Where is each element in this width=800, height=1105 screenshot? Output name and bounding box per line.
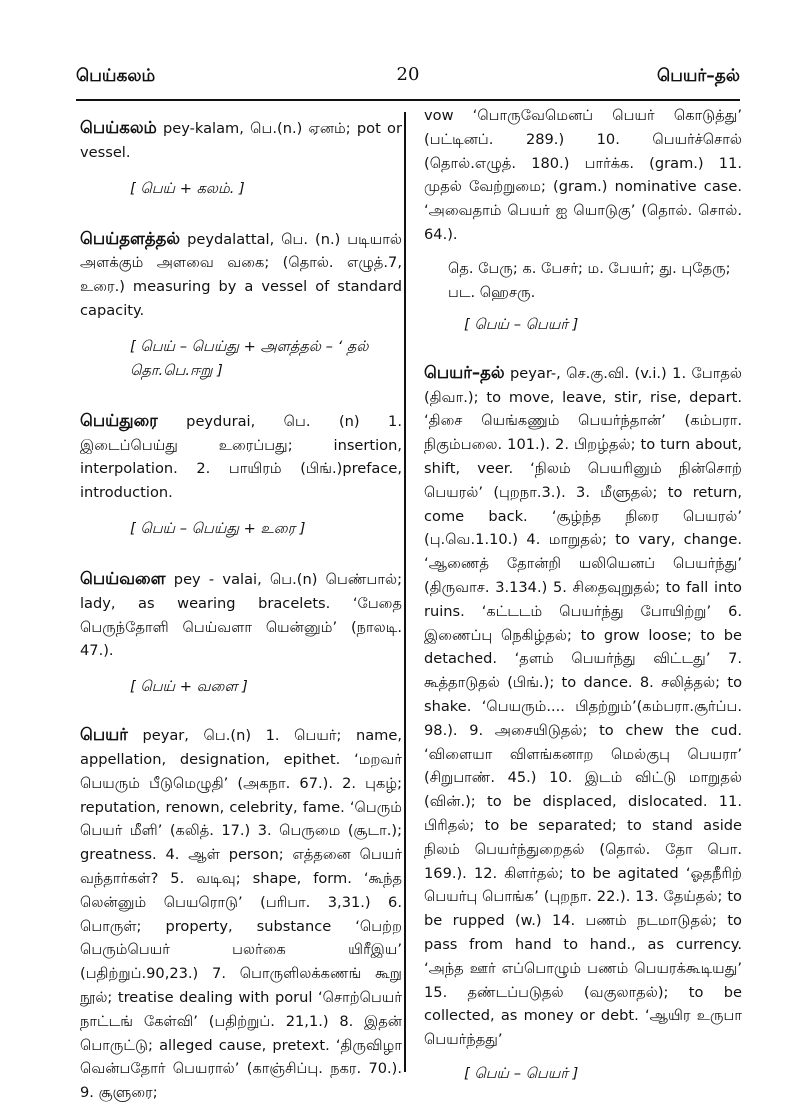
- header-left-guide-word: பெய்கலம்: [76, 66, 156, 86]
- header-rule: [76, 99, 740, 101]
- etymology: [ பெய் – பெயர் ]: [464, 315, 579, 333]
- entry-definition: peyar-, செ.கு.வி. (v.i.) 1. போதல் (திவா.); to move, leave, stir, rise, depart. ‘திசை யெங்கணும் பெயர்ந்தான்’ (கம்பரா. நிகும்பலை. 101.). 2. பிறழ்தல்; to turn about, shift, veer. ‘நிலம் பெயரினும் நின்சொற் பெயரல்’ (புறநா.3.). 3. மீளுதல்; to return, come back. ‘சூழ்ந்த நிரை பெயரல்’ (பு.வெ.1.10.) 4. மாறுதல்; to vary, change. ‘ஆணைத் தோன்றி யலியெனப் பெயர்ந்து’ (திருவாச. 3.134.) 5. சிதைவுறுதல்; to fall into ruins. ‘கட்டடம் பெயர்ந்து போயிற்று’ 6. இணைப்பு நெகிழ்தல்; to grow loose; to be detached. ‘தளம் பெயர்ந்து விட்டது’ 7. கூத்தாடுதல் (பிங்.); to dance. 8. சலித்தல்; to shake. ‘பெயரும்.... பிதற்றும்’(கம்பரா.சூர்ப்ப. 98.). 9. அசையிடுதல்; to chew the cud. ‘விளையா விளங்கனாற மெல்குபு பெயரா’ (சிறுபாண். 45.) 10. இடம் விட்டு மாறுதல் (வின்.); to be displaced, dislocated. 11. பிரிதல்; to be separated; to stand aside நிலம் பெயர்ந்துறைதல் (தொல். தோ பொ. 169.). 12. கிளர்தல்; to be agitated ‘ஓதநீரிற் பெயர்பு பொங்க’ (புறநா. 22.). 13. தேய்தல்; to be rupped (w.) 14. பணம் நடமாடுதல்; to pass from hand to hand., as currency. ‘அந்த ஊர் எப்பொழும் பணம் பெயரக்கூடியது’ 15. தண்டப்படுதல் (வகுலாதல்); to be collected, as money or debt. ‘ஆயிர உருபா பெயர்ந்தது’: [424, 364, 742, 1049]
- headword: பெயர்: [80, 725, 128, 745]
- etymology: [ பெய் + வளை ]: [130, 678, 248, 696]
- headword: பெய்கலம்: [80, 118, 157, 137]
- entry-peyar: [80, 723, 402, 1105]
- left-column: [80, 104, 402, 1105]
- etymology: [ பெய் + கலம். ]: [130, 179, 245, 197]
- etymology: [ பெய் – பெய்து + அளத்தல் – ‘ தல் தொ.பெ.ஈறு ]: [130, 337, 369, 379]
- etymology: [ பெய் – பெய்து + உரை ]: [130, 519, 306, 537]
- page-header: [76, 62, 740, 96]
- etymology: [ பெய் – பெயர் ]: [464, 1064, 579, 1082]
- headword: பெயர்–தல்: [424, 362, 505, 382]
- header-right-guide-word: பெயர்–தல்: [656, 66, 740, 86]
- column-divider: [404, 112, 406, 1072]
- right-column: [424, 104, 742, 1086]
- entry-definition: peydalattal, பெ. (n.) படியால் அளக்கும் அளவை வகை; (தொல். எழுத்.7, உரை.) measuring by a vessel of standard capacity.: [80, 230, 402, 319]
- entry-peyar-continued: [424, 104, 742, 337]
- entry-peykalam: [80, 116, 402, 201]
- headword: பெய்தளத்தல்: [80, 228, 181, 248]
- cognates: தெ. பேரு; க. பேசர்; ம. பேயர்; து. புதேரு; பட. ஹெசரு.: [448, 259, 731, 301]
- entry-definition: peyar, பெ.(n) 1. பெயர்; name, appellation, designation, epithet. ‘மறவர் பெயரும் பீடுமெழுதி’ (அகநா. 67.). 2. புகழ்; reputation, renown, celebrity, fame. ‘பெரும் பெயர் மீளி’ (கலித். 17.) 3. பெருமை (சூடா.); greatness. 4. ஆள் person; எத்தனை பெயர் வந்தார்கள்? 5. வடிவு; shape, form. ‘கூந்த லென்னும் பெயரொடு’ (பரிபா. 3,31.) 6. பொருள்; property, substance ‘பெற்ற பெரும்பெயர் பலர்கை யிரீஇய’ (பதிற்றுப்.90,23.) 7. பொருளிலக்கணங் கூறு நூல்; treatise dealing with porul ‘சொற்பெயர் நாட்டங் கேள்வி’ (பதிற்றுப். 21,1.) 8. இதன் பொருட்டு; alleged cause, pretext. ‘திருவிழா வென்பதோர் பெயரால்’ (காஞ்சிப்பு. நகர. 70.). 9. சூளுரை;: [80, 727, 402, 1102]
- entry-definition: pey - valai, பெ.(n) பெண்பால்; lady, as wearing bracelets. ‘பேதை பெருந்தோளி பெய்வளா யென்னும்’ (நாலடி. 47.).: [80, 570, 402, 660]
- headword: பெய்துரை: [80, 410, 158, 430]
- page-number: 20: [396, 64, 420, 85]
- headword: பெய்வளை: [80, 568, 166, 588]
- entry-definition: peydurai, பெ. (n) 1. இடைப்பெய்து உரைப்பது; insertion, interpolation. 2. பாயிரம் (பிங்.)preface, introduction.: [80, 412, 402, 502]
- entry-definition: pey-kalam, பெ.(n.) ஏனம்; pot or vessel.: [80, 120, 402, 161]
- entry-peyar-tal: [424, 361, 742, 1086]
- entry-peydurai: [80, 409, 402, 541]
- entry-definition: vow ‘பொருவேமெனப் பெயர் கொடுத்து’ (பட்டினப். 289.) 10. பெயர்ச்சொல் (தொல்.எழுத். 180.) பார்க்க. (gram.) 11. முதல் வேற்றுமை; (gram.) nominative case. ‘அவைதாம் பெயர் ஐ யொடுகு’ (தொல். சொல். 64.).: [424, 107, 742, 243]
- entry-peydalattal: [80, 227, 402, 383]
- entry-peyvalai: [80, 567, 402, 699]
